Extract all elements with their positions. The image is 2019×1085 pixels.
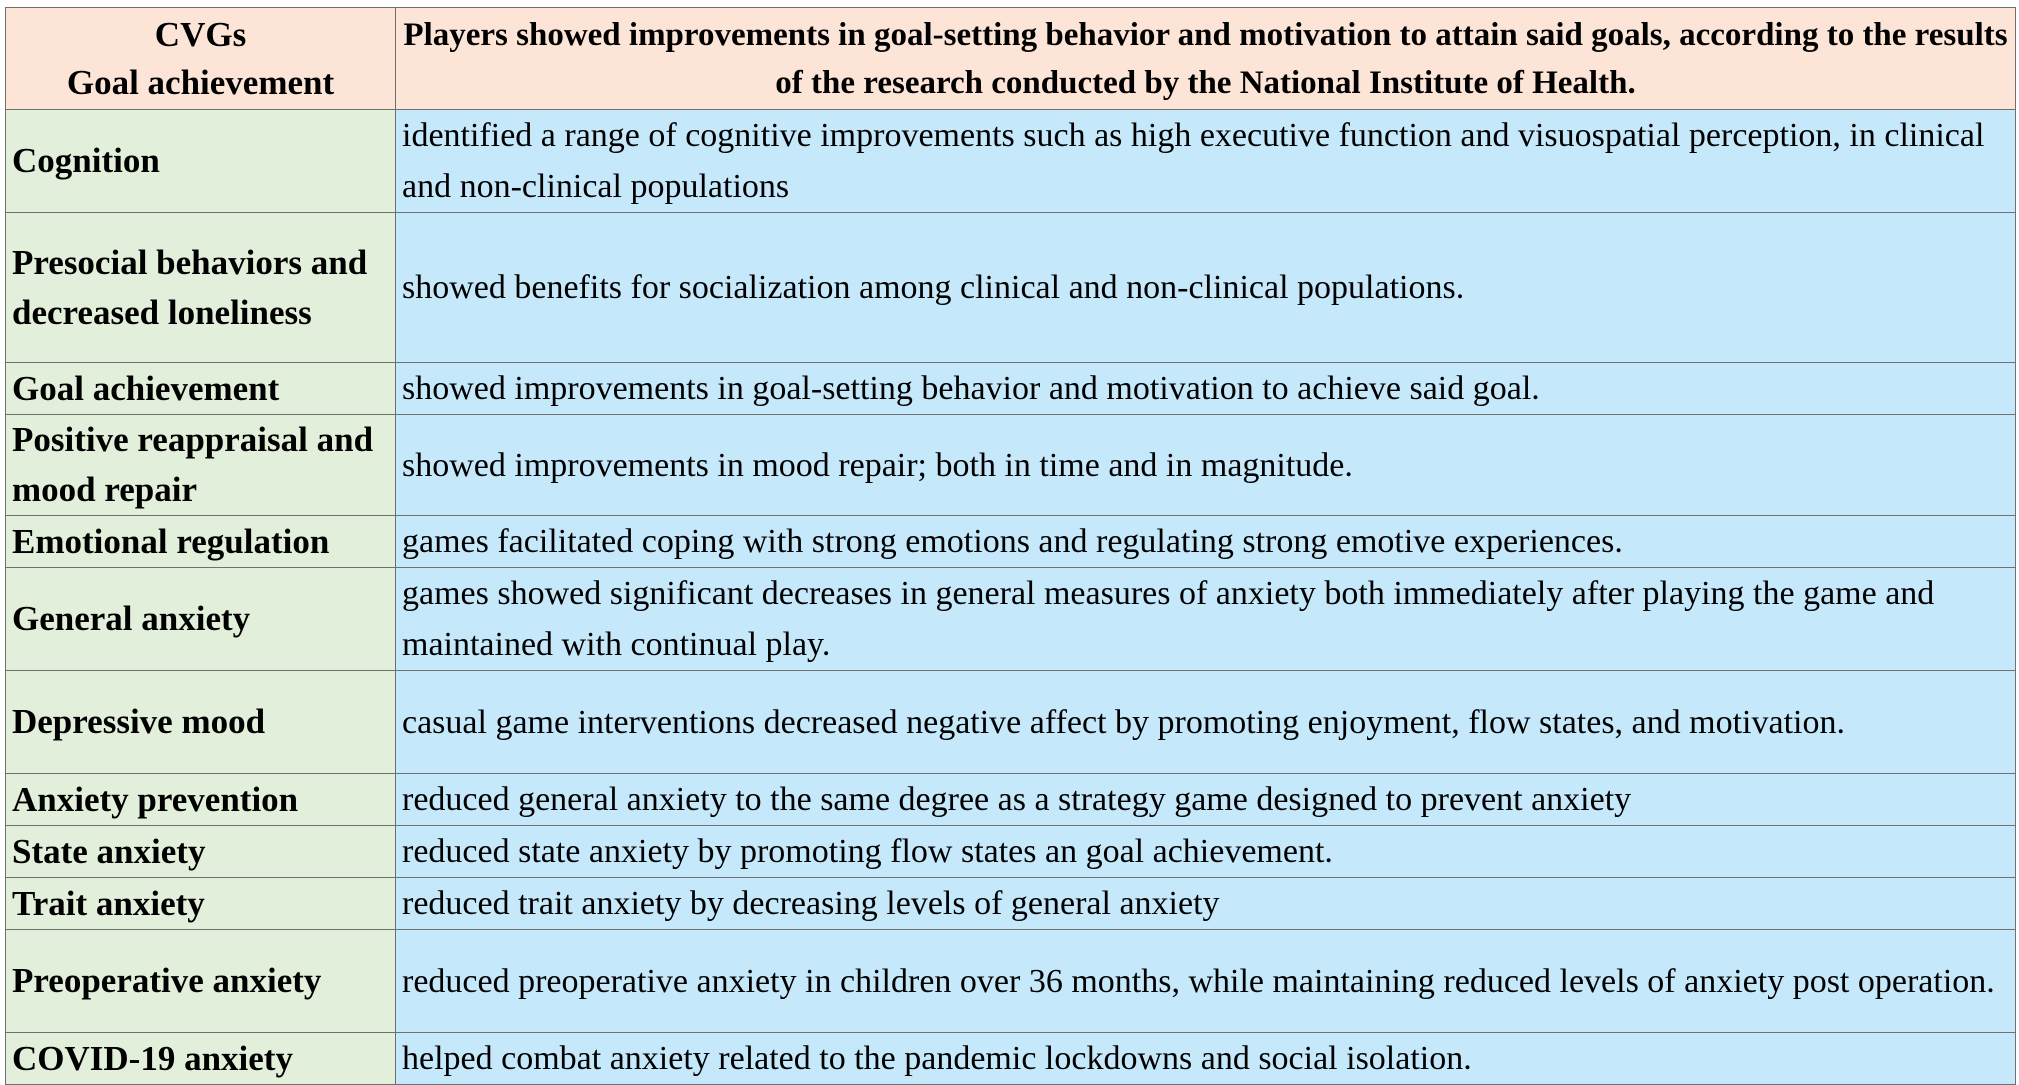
row-label-covid-anxiety: COVID-19 anxiety: [6, 1033, 396, 1085]
row-text-emotional-regulation: games facilitated coping with strong emotions and regulating strong emotive experiences.: [396, 516, 2016, 568]
header-subtitle-goal-achievement: Goal achievement: [66, 62, 335, 102]
row-label-positive-reappraisal: Positive reappraisal and mood repair: [6, 415, 396, 516]
table-row: [6, 1033, 2016, 1085]
row-text-depressive-mood: casual game interventions decreased negative affect by promoting enjoyment, flow states, and motivation.: [396, 671, 2016, 774]
row-text-state-anxiety: reduced state anxiety by promoting flow states an goal achievement.: [396, 826, 2016, 878]
row-text-cognition: identified a range of cognitive improvements such as high executive function and visuospatial perception, in clinical and non-clinical populations: [396, 110, 2016, 213]
table-row: [6, 878, 2016, 930]
row-label-anxiety-prevention: Anxiety prevention: [6, 774, 396, 826]
row-text-presocial: showed benefits for socialization among clinical and non-clinical populations.: [396, 213, 2016, 363]
table-row: [6, 516, 2016, 568]
table-row: [6, 826, 2016, 878]
row-label-depressive-mood: Depressive mood: [6, 671, 396, 774]
table-row: [6, 774, 2016, 826]
row-label-emotional-regulation: Emotional regulation: [6, 516, 396, 568]
row-text-general-anxiety: games showed significant decreases in general measures of anxiety both immediately after playing the game and maintained with continual play.: [396, 568, 2016, 671]
row-text-positive-reappraisal: showed improvements in mood repair; both in time and in magnitude.: [396, 415, 2016, 516]
row-label-state-anxiety: State anxiety: [6, 826, 396, 878]
table-row: [6, 213, 2016, 363]
row-label-cognition: Cognition: [6, 110, 396, 213]
table-row: [6, 110, 2016, 213]
row-text-trait-anxiety: reduced trait anxiety by decreasing levels of general anxiety: [396, 878, 2016, 930]
table-row: [6, 930, 2016, 1033]
table-header: [6, 8, 2016, 110]
row-label-goal-achievement: Goal achievement: [6, 363, 396, 415]
table-row: [6, 568, 2016, 671]
row-text-covid-anxiety: helped combat anxiety related to the pandemic lockdowns and social isolation.: [396, 1033, 2016, 1085]
row-label-presocial: Presocial behaviors and decreased loneliness: [6, 213, 396, 363]
row-text-anxiety-prevention: reduced general anxiety to the same degree as a strategy game designed to prevent anxiety: [396, 774, 2016, 826]
header-row: [6, 8, 2016, 110]
table-row: [6, 671, 2016, 774]
row-label-preoperative-anxiety: Preoperative anxiety: [6, 930, 396, 1033]
header-cell-description: Players showed improvements in goal-setting behavior and motivation to attain said goals, according to the results of the research conducted by the National Institute of Health.: [396, 8, 2016, 110]
row-text-goal-achievement: showed improvements in goal-setting behavior and motivation to achieve said goal.: [396, 363, 2016, 415]
row-label-general-anxiety: General anxiety: [6, 568, 396, 671]
cvg-benefits-table: [5, 7, 2016, 1085]
row-label-trait-anxiety: Trait anxiety: [6, 878, 396, 930]
header-cell-category: [6, 8, 396, 110]
header-title-cvgs: CVGs: [154, 14, 247, 54]
row-text-preoperative-anxiety: reduced preoperative anxiety in children over 36 months, while maintaining reduced levels of anxiety post operation.: [396, 930, 2016, 1033]
table-row: [6, 363, 2016, 415]
table-row: [6, 415, 2016, 516]
table-body: [6, 110, 2016, 1085]
